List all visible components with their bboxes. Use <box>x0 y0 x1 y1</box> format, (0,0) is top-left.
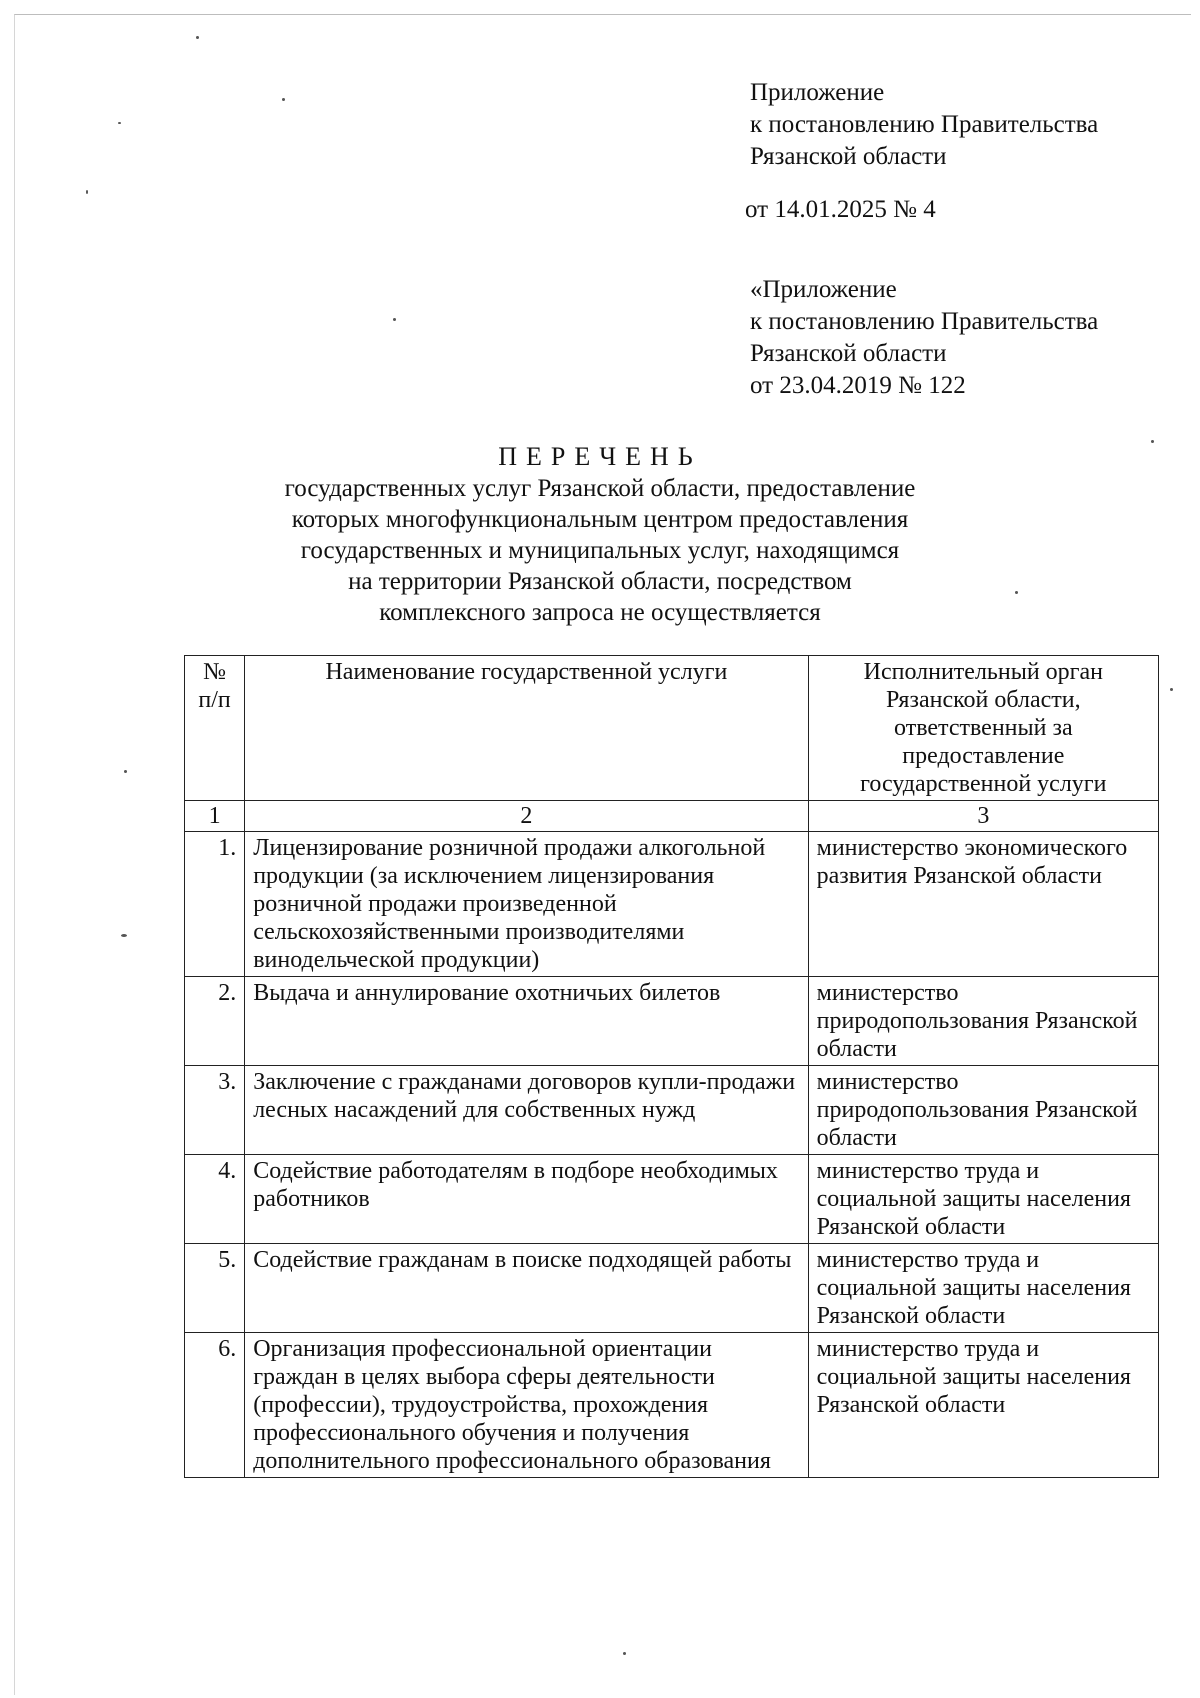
appendix-title: Приложение <box>750 79 885 106</box>
table-row <box>185 1333 1159 1478</box>
row-number: 2. <box>185 977 245 1066</box>
scan-speck <box>118 122 121 124</box>
prior-appendix-title: «Приложение <box>750 276 897 303</box>
table-row <box>185 1155 1159 1244</box>
service-name: Заключение с гражданами договоров купли-продажи лесных насаждений для собственных нужд <box>245 1066 808 1155</box>
responsible-org: министерство экономического развития Рязанской области <box>808 832 1158 977</box>
prior-appendix-resolution-ref: к постановлению Правительства <box>750 308 1099 335</box>
responsible-org: министерство природопользования Рязанской области <box>808 1066 1158 1155</box>
header-num: № п/п <box>185 656 245 801</box>
column-index: 2 <box>245 801 808 832</box>
appendix-header-prior <box>750 274 1170 402</box>
title-line: которых многофункциональным центром предоставления <box>291 506 909 533</box>
appendix-header-date <box>745 194 1165 226</box>
service-name: Лицензирование розничной продажи алкогольной продукции (за исключением лицензирования розничной продажи произведенной сельскохозяйственными производителями винодельческой продукции) <box>245 832 808 977</box>
title-line: комплексного запроса не осуществляется <box>379 599 821 626</box>
prior-appendix-region: Рязанской области <box>750 340 947 367</box>
document-title <box>160 441 1040 628</box>
responsible-org: министерство природопользования Рязанской области <box>808 977 1158 1066</box>
appendix-region: Рязанской области <box>750 143 947 170</box>
appendix-date-number: от 14.01.2025 № 4 <box>745 196 936 223</box>
row-number: 3. <box>185 1066 245 1155</box>
title-heading: ПЕРЕЧЕНЬ <box>498 442 702 471</box>
responsible-org: министерство труда и социальной защиты населения Рязанской области <box>808 1244 1158 1333</box>
service-name: Выдача и аннулирование охотничьих билетов <box>245 977 808 1066</box>
responsible-org: министерство труда и социальной защиты населения Рязанской области <box>808 1155 1158 1244</box>
service-name: Содействие работодателям в подборе необходимых работников <box>245 1155 808 1244</box>
scan-speck <box>1151 440 1154 443</box>
row-number: 5. <box>185 1244 245 1333</box>
column-index: 1 <box>185 801 245 832</box>
table-row <box>185 1244 1159 1333</box>
header-responsible-org: Исполнительный орган Рязанской области, ответственный за предоставление государственной услуги <box>808 656 1158 801</box>
service-name: Содействие гражданам в поиске подходящей работы <box>245 1244 808 1333</box>
row-number: 4. <box>185 1155 245 1244</box>
row-number: 1. <box>185 832 245 977</box>
scan-speck <box>1015 591 1018 594</box>
row-number: 6. <box>185 1333 245 1478</box>
title-line: государственных и муниципальных услуг, находящимся <box>300 537 900 564</box>
table-header-row <box>185 656 1159 801</box>
column-index: 3 <box>808 801 1158 832</box>
services-table <box>184 655 1159 1478</box>
scan-speck <box>196 36 199 39</box>
scan-speck <box>86 190 88 194</box>
scan-speck <box>393 318 396 321</box>
scan-speck <box>282 98 285 101</box>
column-index-row <box>185 801 1159 832</box>
table-row <box>185 1066 1159 1155</box>
table-row <box>185 977 1159 1066</box>
title-line: государственных услуг Рязанской области, предоставление <box>284 475 916 502</box>
prior-appendix-date-number: от 23.04.2019 № 122 <box>750 372 966 399</box>
scan-speck <box>124 770 127 773</box>
appendix-resolution-ref: к постановлению Правительства <box>750 111 1099 138</box>
table-row <box>185 832 1159 977</box>
scan-speck <box>121 934 127 937</box>
scan-speck <box>623 1652 626 1655</box>
appendix-header-current <box>750 77 1170 173</box>
title-line: на территории Рязанской области, посредством <box>348 568 852 595</box>
header-service-name: Наименование государственной услуги <box>245 656 808 801</box>
service-name: Организация профессиональной ориентации граждан в целях выбора сферы деятельности (профессии), трудоустройства, прохождения профессионального обучения и получения дополнительного профессионального образования <box>245 1333 808 1478</box>
responsible-org: министерство труда и социальной защиты населения Рязанской области <box>808 1333 1158 1478</box>
scan-speck <box>1170 688 1173 691</box>
